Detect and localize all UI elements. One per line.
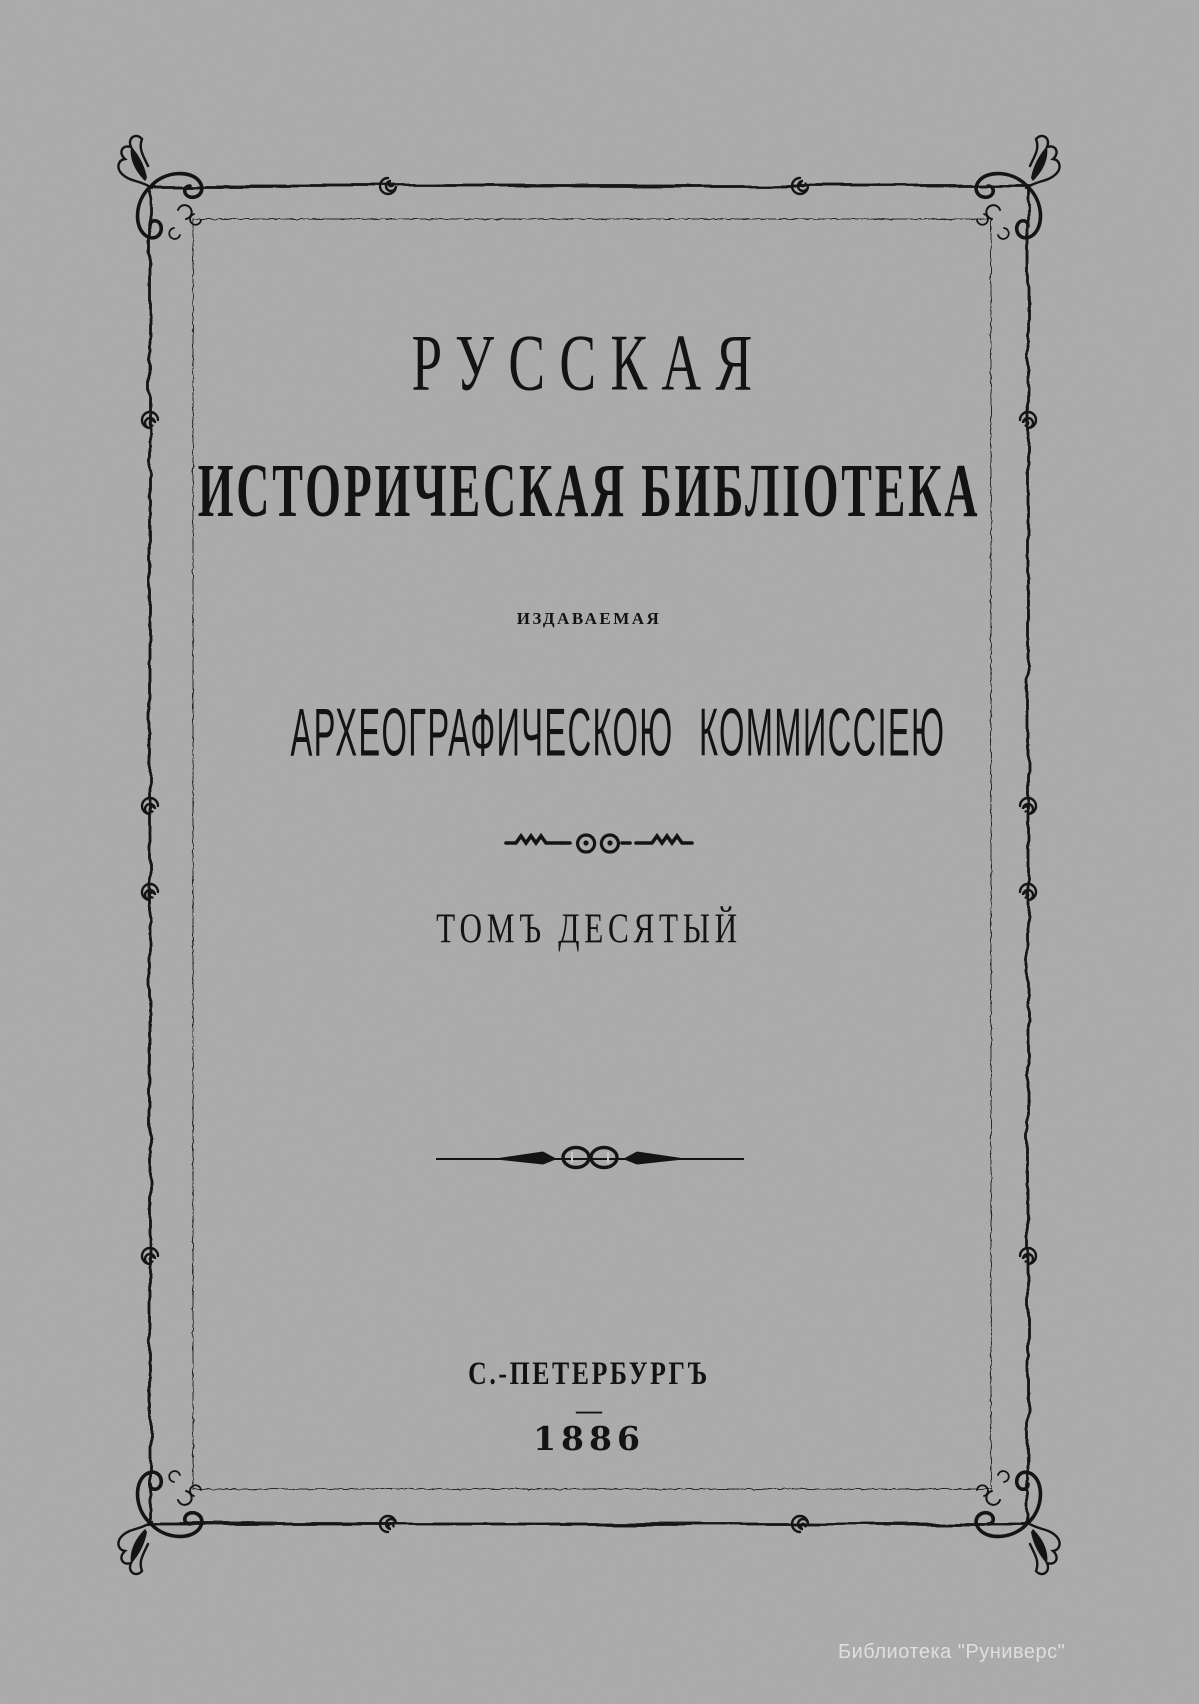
library-watermark: Библиотека "Руниверс" (838, 1641, 1066, 1663)
volume-title: ТОМЪ ДЕСЯТЫЙ (436, 904, 742, 953)
series-title-line1: РУССКАЯ (411, 317, 767, 408)
issued-by-label: ИЗДАВАЕМАЯ (516, 609, 662, 628)
imprint-year: 1886 (533, 1419, 645, 1458)
series-title-line2: ИСТОРИЧЕСКАЯ БИБЛІОТЕКА (197, 447, 981, 533)
issuer-name: АРХЕОГРАФИЧЕСКОЮ КОММИССІЕЮ (290, 695, 946, 771)
imprint-separator: — (576, 1396, 602, 1425)
imprint-city: С.-ПЕТЕРБУРГЪ (468, 1355, 710, 1392)
